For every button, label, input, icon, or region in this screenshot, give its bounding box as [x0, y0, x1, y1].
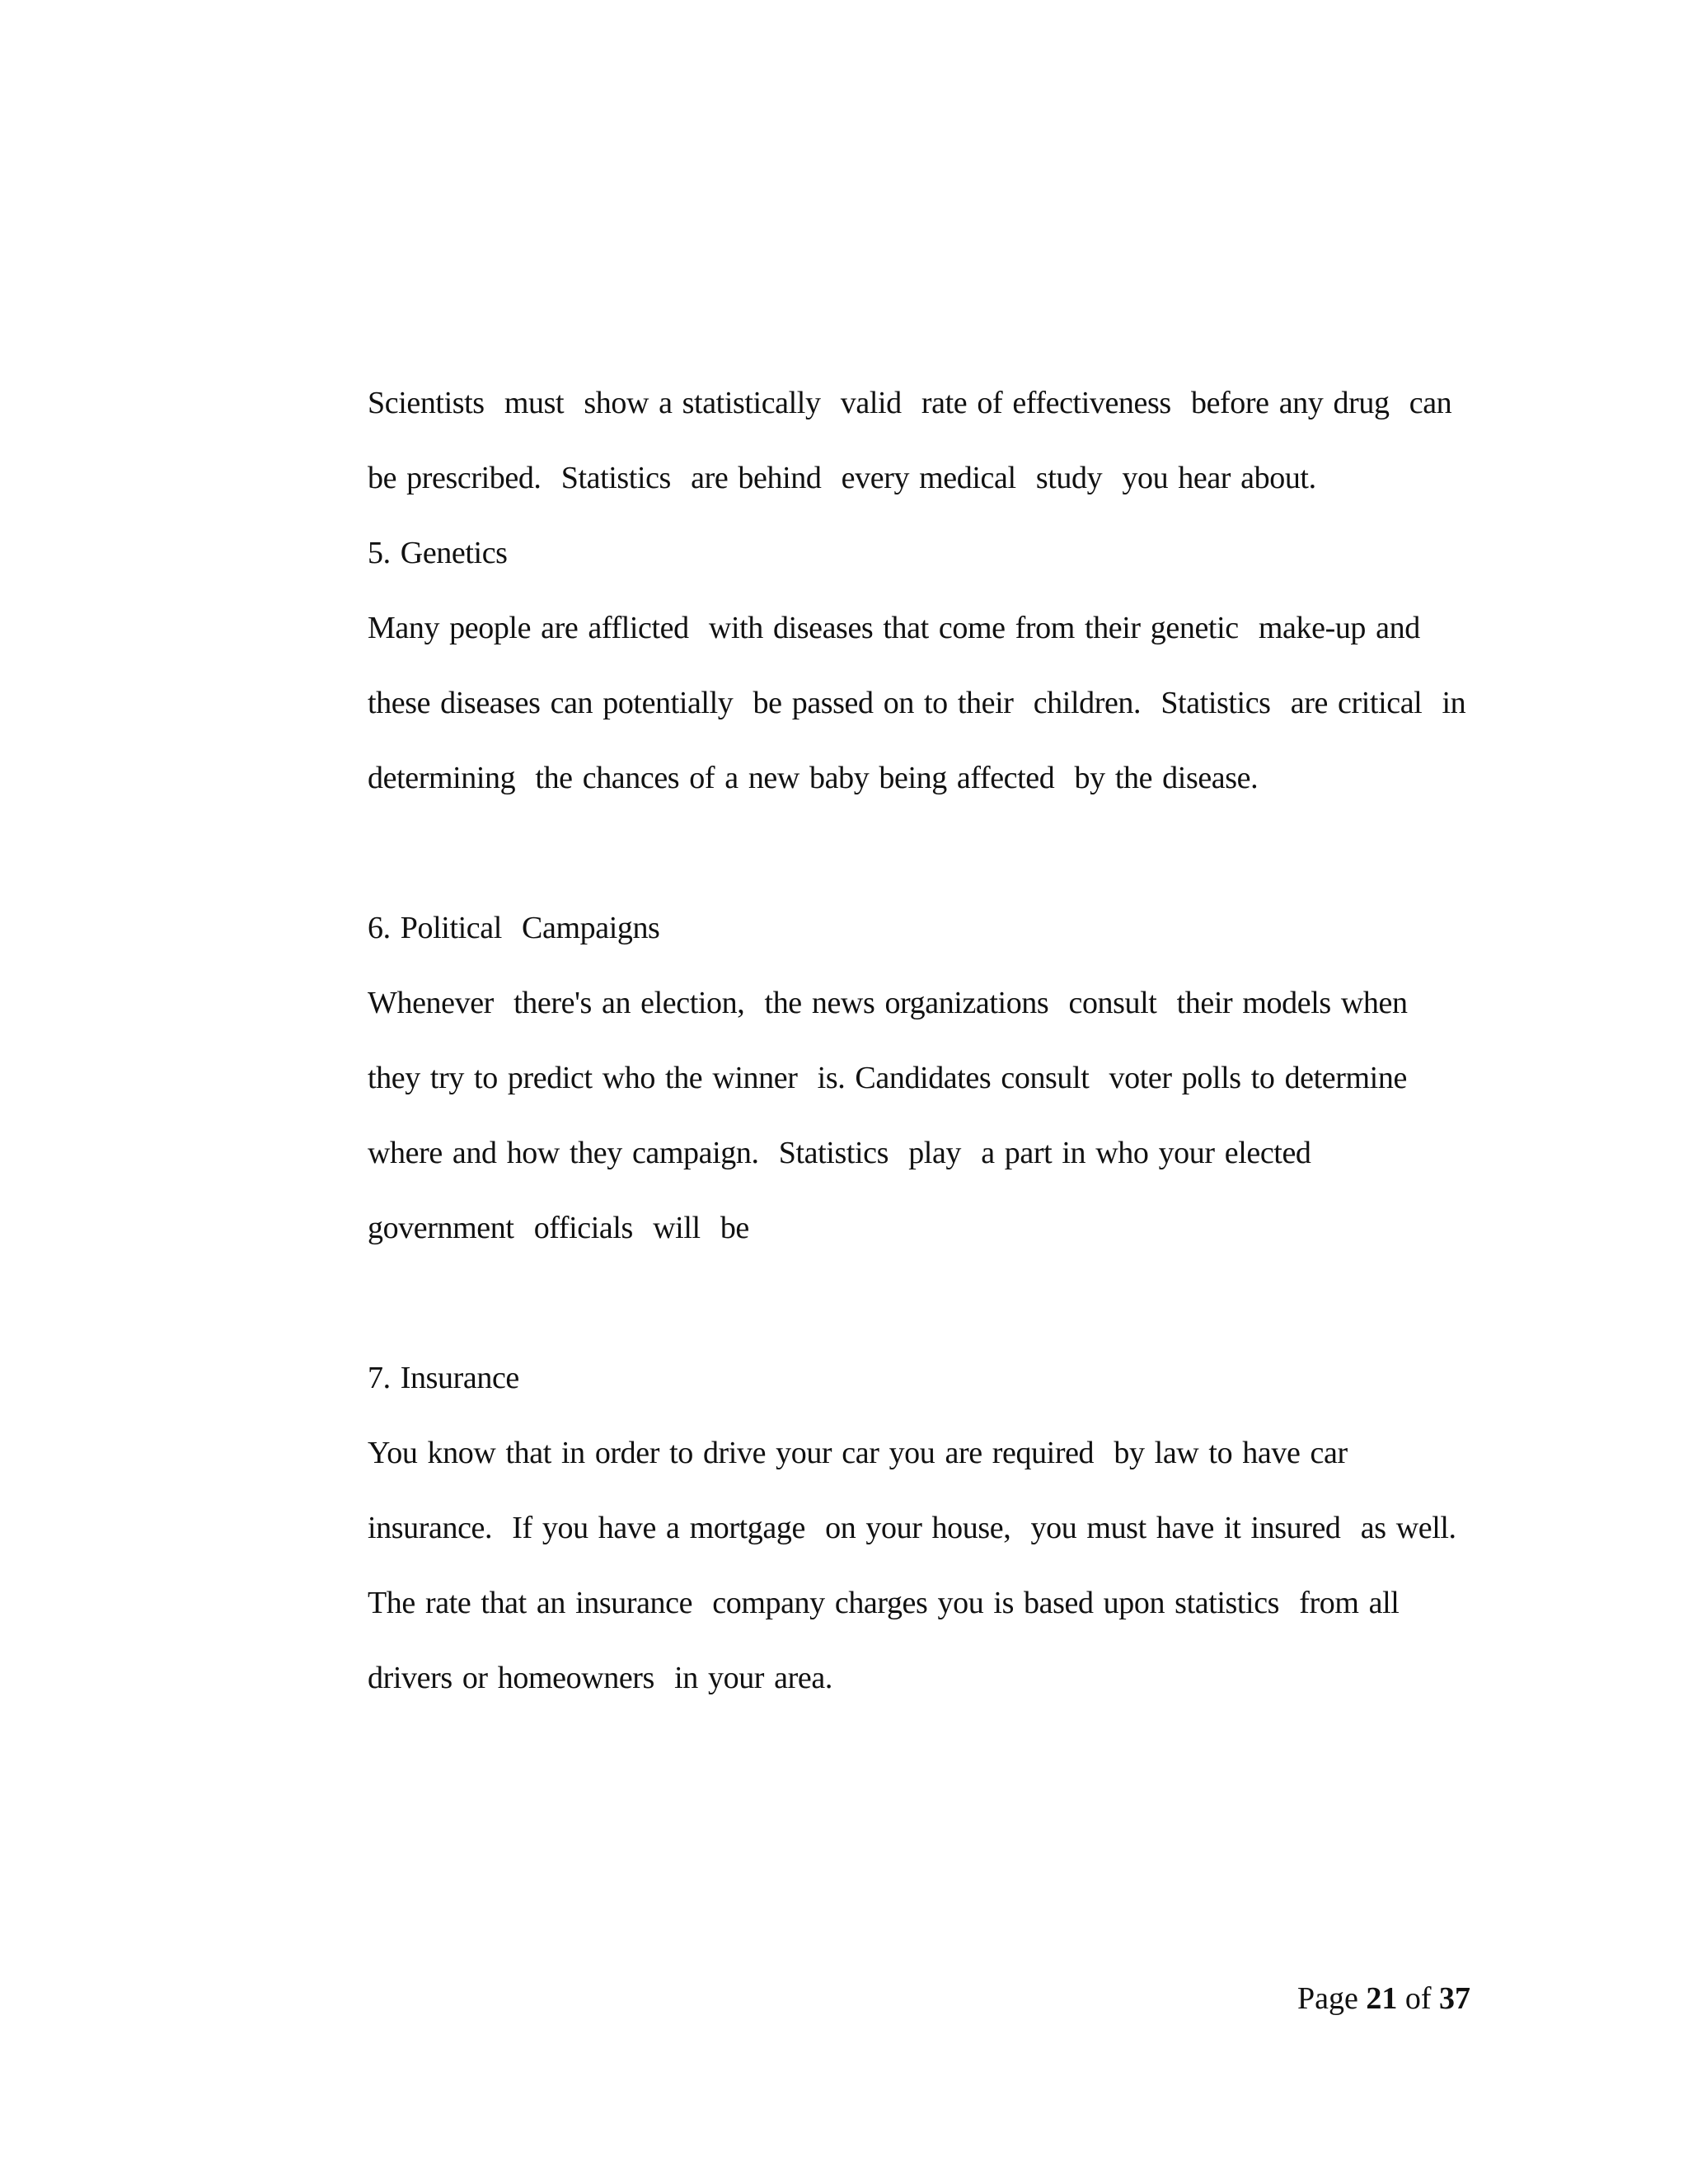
section-heading-genetics: 5. Genetics: [368, 536, 508, 570]
body-line: these diseases can potentially be passed on to their children. Statistics are critical in: [368, 686, 1466, 720]
body-line: You know that in order to drive your car you are required by law to have car: [368, 1436, 1348, 1470]
body-line: Scientists must show a statistically valid rate of effectiveness before any drug can: [368, 386, 1452, 420]
body-line: Whenever there's an election, the news organizations consult their models when: [368, 986, 1408, 1020]
total-pages-number: 37: [1439, 1981, 1470, 2016]
body-line: where and how they campaign. Statistics play a part in who your elected: [368, 1136, 1311, 1170]
body-line: Many people are afflicted with diseases that come from their genetic make-up and: [368, 611, 1420, 645]
page-label: Page: [1296, 1981, 1367, 2016]
body-line: determining the chances of a new baby being affected by the disease.: [368, 761, 1259, 795]
body-line: drivers or homeowners in your area.: [368, 1661, 832, 1695]
current-page-number: 21: [1366, 1981, 1398, 2016]
of-label: of: [1397, 1981, 1439, 2016]
body-line: The rate that an insurance company charges you is based upon statistics from all: [368, 1586, 1400, 1620]
section-heading-political-campaigns: 6. Political Campaigns: [368, 911, 660, 945]
body-line: insurance. If you have a mortgage on your house, you must have it insured as well.: [368, 1511, 1456, 1545]
page-number: [1297, 1980, 1470, 2018]
body-line: be prescribed. Statistics are behind every medical study you hear about.: [368, 461, 1316, 495]
section-heading-insurance: 7. Insurance: [368, 1361, 519, 1395]
body-line: they try to predict who the winner is. Candidates consult voter polls to determine: [368, 1061, 1407, 1095]
body-line: government officials will be: [368, 1211, 749, 1245]
